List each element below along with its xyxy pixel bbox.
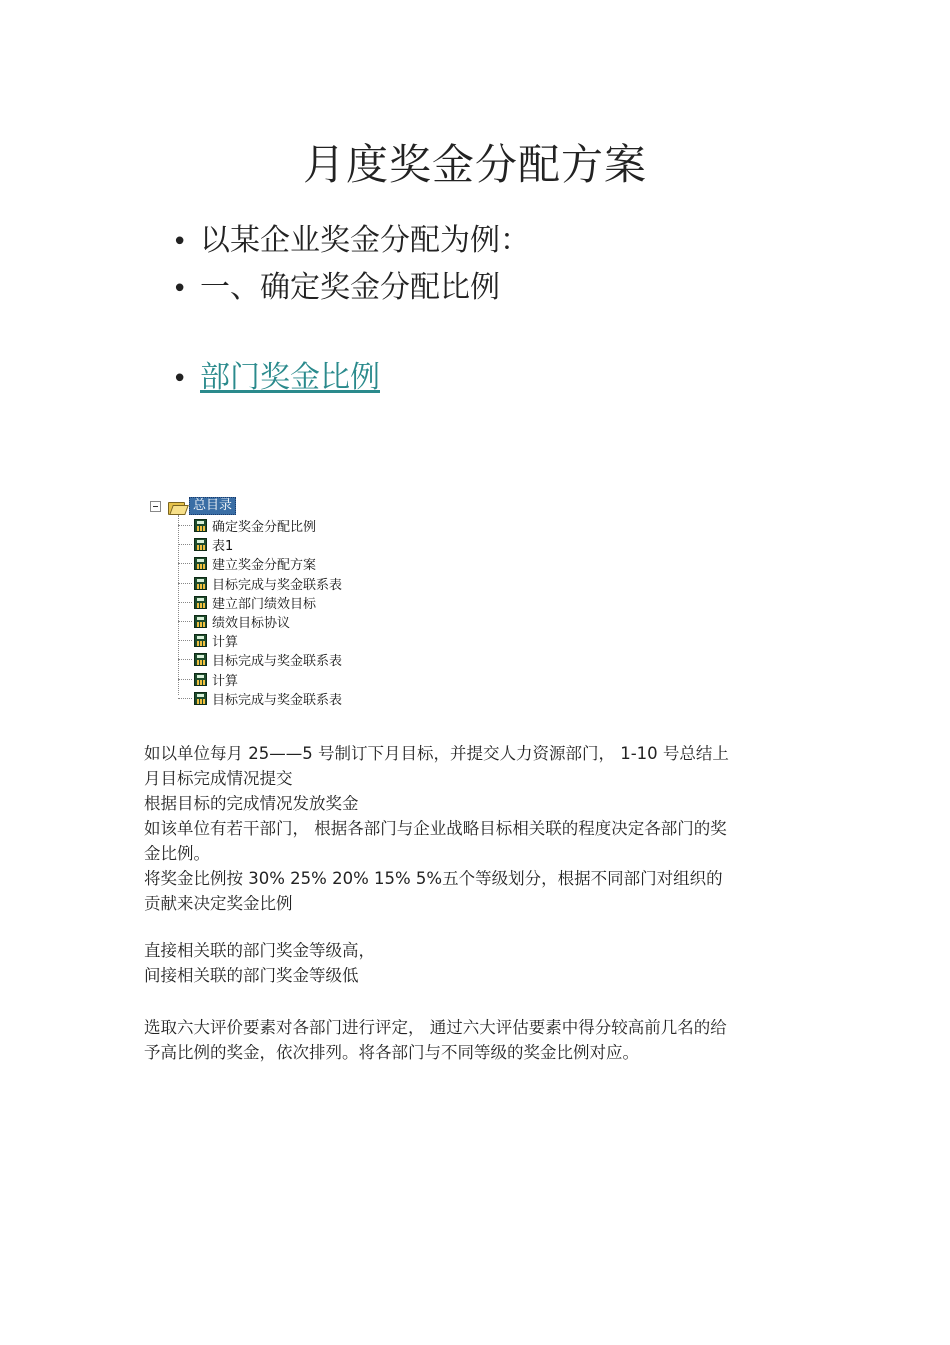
- text-line: 直接相关联的部门奖金等级高，: [144, 941, 375, 960]
- text-line: 予高比例的奖金，依次排列。将各部门与不同等级的奖金比例对应。: [144, 1043, 639, 1062]
- paragraph-block: [144, 938, 824, 988]
- tree-item[interactable]: [178, 631, 342, 650]
- department-bonus-ratio-link[interactable]: 部门奖金比例: [200, 360, 380, 395]
- tree-item-label: 计算: [212, 673, 239, 689]
- page-title: 月度奖金分配方案: [302, 140, 647, 189]
- text-line: 间接相关联的部门奖金等级低: [144, 966, 359, 985]
- tree-item[interactable]: [178, 612, 342, 631]
- calculator-icon: [194, 653, 207, 666]
- bullet-item-link: [172, 352, 380, 396]
- bullet-item: [172, 262, 500, 306]
- collapse-icon[interactable]: [150, 501, 161, 512]
- tree-item[interactable]: [178, 554, 342, 573]
- tree-item-label: 表1: [212, 539, 234, 555]
- text-line: 金比例。: [144, 844, 210, 863]
- calculator-icon: [194, 634, 207, 647]
- tree-item-label: 目标完成与奖金联系表: [212, 692, 343, 708]
- calculator-icon: [194, 673, 207, 686]
- tree-item[interactable]: [178, 516, 342, 535]
- tree-children: [178, 516, 342, 708]
- bullet-dot: •: [172, 274, 188, 304]
- bullet-text: 一、确定奖金分配比例: [200, 270, 500, 305]
- bullet-item: [172, 215, 530, 259]
- tree-item[interactable]: [178, 593, 342, 612]
- calculator-icon: [194, 692, 207, 705]
- tree-item[interactable]: [178, 689, 342, 708]
- bullet-dot: •: [172, 227, 188, 257]
- text-line: 根据目标的完成情况发放奖金: [144, 794, 359, 813]
- calculator-icon: [194, 615, 207, 628]
- tree-item-label: 确定奖金分配比例: [212, 520, 317, 536]
- bullet-text: 以某企业奖金分配为例：: [200, 223, 530, 258]
- tree-item-label: 绩效目标协议: [212, 616, 291, 632]
- paragraph-block: [144, 1015, 824, 1065]
- open-folder-icon: [168, 500, 186, 513]
- calculator-icon: [194, 596, 207, 609]
- tree-root-label[interactable]: 总目录: [189, 497, 236, 515]
- tree-item[interactable]: [178, 535, 342, 554]
- text-line: 贡献来决定奖金比例: [144, 894, 293, 913]
- tree-root[interactable]: [150, 497, 236, 515]
- calculator-icon: [194, 519, 207, 532]
- directory-tree: [150, 495, 410, 710]
- tree-item-label: 建立奖金分配方案: [212, 558, 317, 574]
- tree-item[interactable]: [178, 574, 342, 593]
- text-line: 如以单位每月 25——5 号制订下月目标，并提交人力资源部门， 1-10 号总结上: [144, 744, 729, 763]
- text-line: 月目标完成情况提交: [144, 769, 293, 788]
- calculator-icon: [194, 557, 207, 570]
- text-line: 选取六大评价要素对各部门进行评定， 通过六大评估要素中得分较高前几名的给: [144, 1018, 727, 1037]
- tree-item-label: 计算: [212, 635, 239, 651]
- text-line: 将奖金比例按 30% 25% 20% 15% 5%五个等级划分，根据不同部门对组织的: [144, 869, 723, 888]
- bullet-dot: •: [172, 364, 188, 394]
- tree-item-label: 建立部门绩效目标: [212, 596, 317, 612]
- calculator-icon: [194, 577, 207, 590]
- tree-item[interactable]: [178, 670, 342, 689]
- tree-item-label: 目标完成与奖金联系表: [212, 654, 343, 670]
- paragraph-block: [144, 741, 824, 916]
- tree-item-label: 目标完成与奖金联系表: [212, 577, 343, 593]
- calculator-icon: [194, 538, 207, 551]
- text-line: 如该单位有若干部门， 根据各部门与企业战略目标相关联的程度决定各部门的奖: [144, 819, 727, 838]
- tree-item[interactable]: [178, 650, 342, 669]
